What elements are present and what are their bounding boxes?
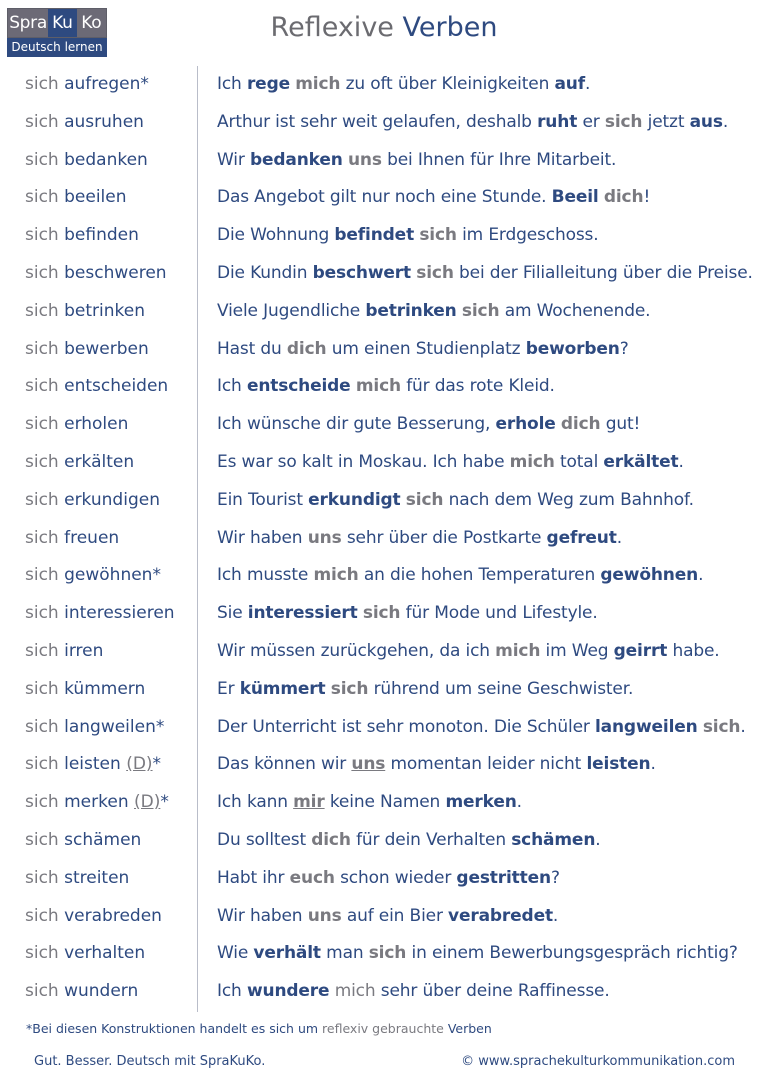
sich-prefix: sich (25, 792, 65, 813)
sentence-text: bei der Filialleitung über die Preise. (453, 262, 753, 283)
verb-word: streiten (64, 867, 130, 888)
pronoun-highlight: sich (405, 489, 444, 510)
verb-infinitive (25, 898, 162, 936)
verb-list (0, 66, 768, 1011)
verb-word: gewöhnen* (64, 565, 161, 586)
pronoun-highlight: uns (347, 149, 382, 170)
sentence-text: man (320, 943, 369, 964)
verb-word: wundern (64, 981, 139, 1002)
footer-website: © www.sprachekulturkommunikation.com (461, 1054, 735, 1069)
verb-infinitive (25, 935, 145, 973)
verb-infinitive (25, 444, 134, 482)
dative-note: (D) (134, 792, 161, 813)
pronoun-highlight: sich (368, 943, 407, 964)
verb-word: leisten (64, 754, 127, 775)
dative-pronoun-highlight: mir (293, 792, 325, 813)
logo-part-spra: Spra (8, 9, 48, 37)
table-row (0, 217, 768, 255)
sentence-text: Ich (217, 74, 247, 94)
verb-infinitive (25, 293, 145, 331)
sentence-text: Wir müssen zurückgehen, da ich (217, 640, 496, 661)
sentence-text: total (554, 451, 604, 472)
sentence-text: Wir haben (217, 527, 308, 548)
verb-word: freuen (64, 527, 120, 548)
verb-highlight: gefreut (546, 527, 617, 548)
verb-highlight: gewöhnen (600, 565, 699, 586)
verb-infinitive (25, 671, 145, 709)
sentence-text: schon wieder (334, 867, 457, 888)
table-row (0, 671, 768, 709)
example-sentence (217, 179, 650, 217)
verb-infinitive (25, 406, 128, 444)
verb-highlight: rege (246, 74, 290, 94)
verb-word: bewerben (64, 338, 149, 359)
verb-highlight: kümmert (239, 678, 326, 699)
sentence-text: Das Angebot gilt nur noch eine Stunde. (217, 187, 552, 208)
verb-highlight: interessiert (247, 603, 358, 624)
verb-word: erkälten (64, 451, 135, 472)
sentence-text: jetzt (642, 111, 690, 132)
sentence-text: Ich wünsche dir gute Besserung, (217, 414, 496, 435)
sentence-text: Der Unterricht ist sehr monoton. Die Schüler (217, 716, 595, 737)
verb-word: aufregen* (64, 74, 149, 94)
verb-highlight: bedanken (249, 149, 343, 170)
example-sentence (217, 444, 684, 482)
verb-infinitive (25, 746, 161, 784)
verb-infinitive (25, 482, 160, 520)
example-sentence (217, 368, 555, 406)
verb-word: interessieren (64, 603, 175, 624)
title-reflexive: Reflexive (270, 12, 403, 43)
verb-word: kümmern (64, 678, 146, 699)
example-sentence (217, 633, 720, 671)
table-row (0, 935, 768, 973)
sentence-text: Viele Jugendliche (217, 300, 366, 321)
footnote-text-3: Verben (443, 1021, 492, 1036)
verb-highlight: beworben (525, 338, 620, 359)
example-sentence (217, 217, 599, 255)
pronoun-highlight: mich (334, 981, 376, 1002)
sich-prefix: sich (25, 716, 65, 737)
example-sentence (217, 898, 558, 936)
verb-infinitive (25, 520, 119, 558)
footnote-text-2: reflexiv gebrauchte (322, 1021, 444, 1036)
sich-prefix: sich (25, 262, 65, 283)
verb-word: verabreden (64, 905, 162, 926)
dative-pronoun-highlight: uns (351, 754, 386, 775)
sich-prefix: sich (25, 187, 65, 208)
sentence-text: . (616, 527, 622, 548)
sentence-text: keine Namen (324, 792, 446, 813)
asterisk-mark: * (160, 792, 169, 813)
example-sentence (217, 293, 650, 331)
example-sentence (217, 557, 703, 595)
example-sentence (217, 860, 560, 898)
verb-highlight: befindet (334, 225, 415, 246)
example-sentence (217, 784, 522, 822)
verb-highlight: gestritten (456, 867, 551, 888)
verb-infinitive (25, 66, 149, 104)
pronoun-highlight: dich (560, 414, 601, 435)
sentence-text: für dein Verhalten (350, 829, 512, 850)
pronoun-highlight: mich (313, 565, 359, 586)
sentence-text: zu oft über Kleinigkeiten (340, 74, 555, 94)
footer-slogan: Gut. Besser. Deutsch mit SpraKuKo. (34, 1054, 266, 1069)
footnote-text-1: *Bei diesen Konstruktionen handelt es sich um (26, 1021, 323, 1036)
verb-infinitive (25, 595, 175, 633)
verb-highlight: ruht (537, 111, 578, 132)
sentence-text: . (678, 451, 684, 472)
verb-infinitive (25, 784, 169, 822)
verb-highlight: verabredet (448, 905, 553, 926)
verb-word: ausruhen (64, 111, 144, 132)
sentence-text: . (552, 905, 559, 926)
pronoun-highlight: dich (311, 829, 351, 850)
pronoun-highlight: mich (509, 451, 555, 472)
sentence-text: habe. (667, 640, 720, 661)
sentence-text: auf ein Bier (341, 905, 449, 926)
sentence-text: rührend um seine Geschwister. (368, 678, 634, 699)
sentence-text: um einen Studienplatz (326, 338, 526, 359)
sentence-text: momentan leider nicht (385, 754, 587, 775)
pronoun-highlight: sich (330, 678, 369, 699)
verb-highlight: entscheide (246, 376, 351, 397)
sich-prefix: sich (25, 300, 65, 321)
verb-word: erholen (64, 414, 129, 435)
table-row (0, 746, 768, 784)
verb-highlight: betrinken (365, 300, 457, 321)
sentence-text: Wir (217, 149, 250, 170)
verb-infinitive (25, 822, 141, 860)
example-sentence (217, 973, 610, 1011)
pronoun-highlight: mich (355, 376, 401, 397)
sich-prefix: sich (25, 527, 65, 548)
verb-highlight: Beeil (551, 187, 599, 208)
sentence-text: für das rote Kleid. (400, 376, 555, 397)
verb-highlight: erhole (495, 414, 556, 435)
sentence-text: für Mode und Lifestyle. (400, 603, 598, 624)
sentence-text: sehr über die Postkarte (341, 527, 547, 548)
verb-word: merken (64, 792, 134, 813)
pronoun-highlight: sich (702, 716, 741, 737)
sentence-text: im Erdgeschoss. (456, 225, 599, 246)
example-sentence (217, 406, 640, 444)
sentence-text: . (698, 565, 704, 586)
sentence-text: er (577, 111, 605, 132)
example-sentence (217, 520, 622, 558)
verb-highlight: verhält (253, 943, 321, 964)
sentence-text: Es war so kalt in Moskau. Ich habe (217, 451, 510, 472)
pronoun-highlight: sich (362, 603, 401, 624)
verb-word: schämen (64, 829, 142, 850)
sentence-text: Wir haben (217, 905, 308, 926)
verb-highlight: erkältet (603, 451, 679, 472)
sentence-text: Du solltest (217, 829, 312, 850)
verb-infinitive (25, 973, 138, 1011)
table-row (0, 784, 768, 822)
sich-prefix: sich (25, 149, 65, 170)
verb-highlight: wundere (246, 981, 330, 1002)
verb-highlight: auf (554, 74, 585, 94)
sentence-text: ? (619, 338, 629, 359)
sentence-text: an die hohen Temperaturen (358, 565, 601, 586)
table-row (0, 104, 768, 142)
table-row (0, 898, 768, 936)
pronoun-highlight: sich (416, 262, 454, 283)
sentence-text: ! (643, 187, 651, 208)
verb-infinitive (25, 217, 139, 255)
sentence-text: bei Ihnen für Ihre Mitarbeit. (381, 149, 617, 170)
sentence-text: Arthur ist sehr weit gelaufen, deshalb (217, 111, 538, 132)
verb-word: irren (64, 640, 104, 661)
sich-prefix: sich (25, 414, 65, 435)
sich-prefix: sich (25, 338, 65, 359)
sentence-text: Das können wir (217, 754, 352, 775)
pronoun-highlight: mich (495, 640, 541, 661)
pronoun-highlight: sich (461, 300, 500, 321)
sentence-text: im Weg (540, 640, 614, 661)
example-sentence (217, 671, 633, 709)
sich-prefix: sich (25, 111, 65, 132)
sentence-text: Die Wohnung (217, 225, 335, 246)
verb-highlight: aus (689, 111, 723, 132)
pronoun-highlight: dich (603, 187, 644, 208)
sich-prefix: sich (25, 225, 65, 246)
sentence-text: am Wochenende. (499, 300, 651, 321)
footnote (26, 1021, 492, 1036)
table-row (0, 482, 768, 520)
table-row (0, 331, 768, 369)
table-row (0, 66, 768, 104)
asterisk-mark: * (152, 754, 162, 775)
logo-subtitle: Deutsch lernen (7, 38, 107, 57)
sentence-text: Habt ihr (217, 867, 290, 888)
sentence-text: in einem Bewerbungsgespräch richtig? (406, 943, 738, 964)
pronoun-highlight: uns (307, 905, 342, 926)
sentence-text: . (722, 111, 729, 132)
pronoun-highlight: dich (286, 338, 327, 359)
sentence-text: Ich kann (217, 792, 294, 813)
verb-infinitive (25, 633, 103, 671)
sentence-text: Ich (217, 981, 247, 1002)
sich-prefix: sich (25, 905, 65, 926)
sentence-text: ? (550, 867, 560, 888)
sentence-text: Sie (217, 603, 248, 624)
sentence-text: Die Kundin (217, 262, 313, 283)
example-sentence (217, 255, 753, 293)
pronoun-highlight: euch (289, 867, 335, 888)
sich-prefix: sich (25, 603, 65, 624)
title-verben: Verben (402, 12, 498, 43)
verb-infinitive (25, 860, 129, 898)
example-sentence (217, 709, 746, 747)
pronoun-highlight: uns (307, 527, 342, 548)
verb-infinitive (25, 331, 149, 369)
table-row (0, 595, 768, 633)
verb-word: entscheiden (64, 376, 169, 397)
verb-infinitive (25, 709, 164, 747)
sich-prefix: sich (25, 754, 65, 775)
verb-word: verhalten (64, 943, 146, 964)
verb-highlight: langweilen (594, 716, 698, 737)
sentence-text: sehr über deine Raffinesse. (375, 981, 610, 1002)
page-title (0, 12, 768, 43)
table-row (0, 822, 768, 860)
table-row (0, 293, 768, 331)
table-row (0, 444, 768, 482)
sich-prefix: sich (25, 943, 65, 964)
logo-part-ko: Ko (77, 9, 106, 37)
pronoun-highlight: mich (295, 74, 341, 94)
verb-highlight: leisten (586, 754, 651, 775)
verb-infinitive (25, 557, 161, 595)
pronoun-highlight: sich (419, 225, 457, 246)
table-row (0, 860, 768, 898)
sentence-text: gut! (600, 414, 641, 435)
sentence-text: . (650, 754, 656, 775)
example-sentence (217, 822, 601, 860)
verb-infinitive (25, 104, 144, 142)
example-sentence (217, 595, 598, 633)
example-sentence (217, 104, 728, 142)
verb-highlight: beschwert (312, 262, 411, 283)
sentence-text: nach dem Weg zum Bahnhof. (443, 489, 694, 510)
sentence-text: Hast du (217, 338, 287, 359)
dative-note: (D) (126, 754, 153, 775)
verb-word: betrinken (64, 300, 145, 321)
sich-prefix: sich (25, 640, 65, 661)
example-sentence (217, 331, 629, 369)
sich-prefix: sich (25, 867, 65, 888)
table-row (0, 406, 768, 444)
table-row (0, 709, 768, 747)
verb-infinitive (25, 368, 168, 406)
verb-highlight: merken (445, 792, 517, 813)
table-row (0, 179, 768, 217)
verb-word: beschweren (64, 262, 167, 283)
table-row (0, 142, 768, 180)
table-row (0, 633, 768, 671)
sentence-text: Ich musste (217, 565, 314, 586)
verb-highlight: schämen (511, 829, 596, 850)
sich-prefix: sich (25, 678, 65, 699)
sentence-text: . (595, 829, 601, 850)
verb-infinitive (25, 179, 127, 217)
verb-infinitive (25, 255, 167, 293)
verb-word: beeilen (64, 187, 127, 208)
pronoun-highlight: sich (604, 111, 643, 132)
example-sentence (217, 746, 656, 784)
example-sentence (217, 935, 738, 973)
sich-prefix: sich (25, 489, 65, 510)
sentence-text: . (740, 716, 746, 737)
sentence-text: . (516, 792, 522, 813)
sentence-text: . (585, 74, 591, 94)
verb-highlight: geirrt (613, 640, 668, 661)
sentence-text: Wie (217, 943, 254, 964)
verb-word: erkundigen (64, 489, 160, 510)
verb-word: befinden (64, 225, 139, 246)
sich-prefix: sich (25, 829, 65, 850)
table-row (0, 368, 768, 406)
sich-prefix: sich (25, 376, 65, 397)
verb-highlight: erkundigt (308, 489, 401, 510)
sentence-text: Ich (217, 376, 247, 397)
sentence-text: Ein Tourist (217, 489, 309, 510)
sich-prefix: sich (25, 565, 65, 586)
verb-word: langweilen* (64, 716, 165, 737)
sich-prefix: sich (25, 74, 65, 94)
example-sentence (217, 142, 616, 180)
table-row (0, 255, 768, 293)
table-row (0, 520, 768, 558)
table-row (0, 557, 768, 595)
verb-word: bedanken (64, 149, 148, 170)
example-sentence (217, 482, 694, 520)
sich-prefix: sich (25, 451, 65, 472)
sentence-text: Er (217, 678, 240, 699)
verb-infinitive (25, 142, 148, 180)
logo-part-ku: Ku (48, 9, 76, 37)
table-row (0, 973, 768, 1011)
example-sentence (217, 66, 590, 104)
sich-prefix: sich (25, 981, 65, 1002)
